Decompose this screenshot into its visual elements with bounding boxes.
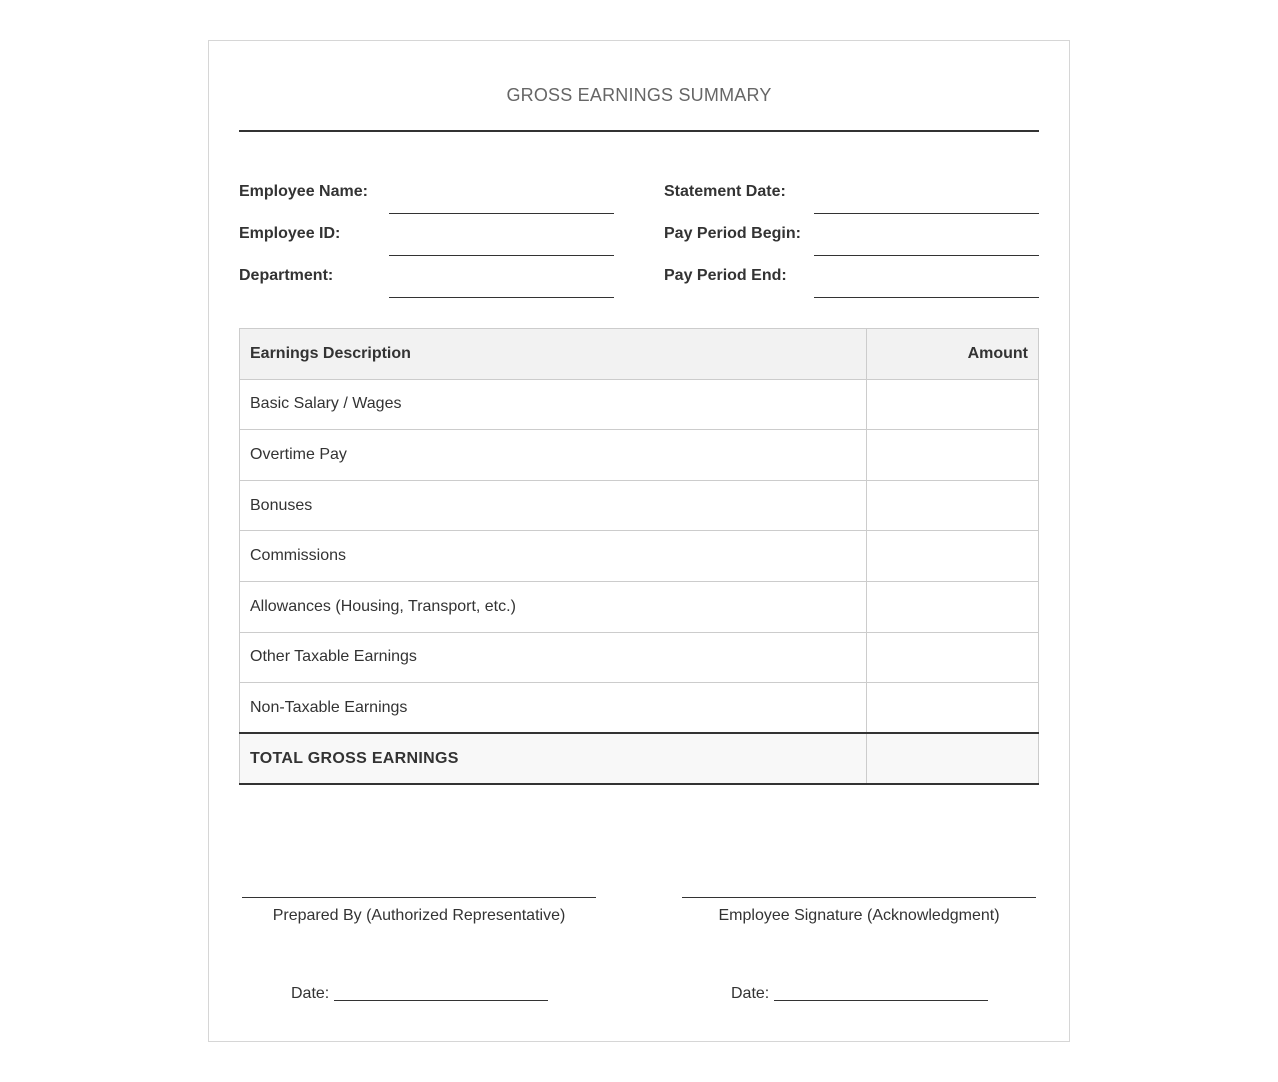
earnings-description: Non-Taxable Earnings — [240, 683, 867, 734]
table-row — [240, 379, 1039, 430]
statement-date-label: Statement Date: — [664, 183, 786, 200]
table-row — [240, 632, 1039, 683]
department-field[interactable] — [389, 297, 614, 298]
employee-date-field[interactable] — [774, 1000, 988, 1001]
employee-date — [731, 985, 988, 1003]
table-row — [240, 581, 1039, 632]
earnings-amount-cell[interactable] — [867, 430, 1039, 481]
earnings-amount-cell[interactable] — [867, 683, 1039, 734]
employee-id-field[interactable] — [389, 255, 614, 256]
earnings-description: Allowances (Housing, Transport, etc.) — [240, 581, 867, 632]
table-row — [240, 683, 1039, 734]
earnings-amount-cell[interactable] — [867, 480, 1039, 531]
table-header-row — [240, 329, 1039, 380]
earnings-amount-cell[interactable] — [867, 632, 1039, 683]
prepared-by-date — [291, 985, 548, 1003]
employee-signature-label: Employee Signature (Acknowledgment) — [718, 907, 1000, 924]
pay-period-end-field[interactable] — [814, 297, 1039, 298]
earnings-description: Commissions — [240, 531, 867, 582]
table-row — [240, 480, 1039, 531]
earnings-table — [239, 328, 1039, 785]
employee-name-field[interactable] — [389, 213, 614, 214]
earnings-description: Other Taxable Earnings — [240, 632, 867, 683]
document-page — [208, 40, 1070, 1042]
earnings-amount-cell[interactable] — [867, 531, 1039, 582]
employee-signature-block — [682, 897, 1036, 925]
info-row — [239, 175, 1039, 217]
date-label: Date: — [291, 985, 330, 1002]
prepared-by-label: Prepared By (Authorized Representative) — [272, 907, 566, 924]
amount-column-header: Amount — [867, 329, 1039, 380]
department-label: Department: — [239, 267, 334, 284]
earnings-description: Bonuses — [240, 480, 867, 531]
earnings-description: Basic Salary / Wages — [240, 379, 867, 430]
pay-period-end-label: Pay Period End: — [664, 267, 787, 284]
statement-date-field[interactable] — [814, 213, 1039, 214]
employee-signature-line[interactable] — [682, 897, 1036, 898]
description-column-header: Earnings Description — [240, 329, 867, 380]
document-title: GROSS EARNINGS SUMMARY — [506, 85, 772, 105]
employee-id-label: Employee ID: — [239, 225, 341, 242]
total-gross-earnings-label: TOTAL GROSS EARNINGS — [240, 733, 867, 784]
earnings-amount-cell[interactable] — [867, 379, 1039, 430]
total-gross-earnings-amount[interactable] — [867, 733, 1039, 784]
prepared-by-signature-line[interactable] — [242, 897, 596, 898]
pay-period-begin-field[interactable] — [814, 255, 1039, 256]
table-row — [240, 430, 1039, 481]
prepared-by-date-field[interactable] — [334, 1000, 548, 1001]
info-row — [239, 259, 1039, 301]
pay-period-begin-label: Pay Period Begin: — [664, 225, 801, 242]
employee-name-label: Employee Name: — [239, 183, 368, 200]
earnings-description: Overtime Pay — [240, 430, 867, 481]
prepared-by-signature-block — [242, 897, 596, 925]
date-label: Date: — [731, 985, 770, 1002]
title-divider — [239, 130, 1039, 132]
total-row — [240, 733, 1039, 784]
info-row — [239, 217, 1039, 259]
table-row — [240, 531, 1039, 582]
earnings-amount-cell[interactable] — [867, 581, 1039, 632]
employee-info-section — [239, 175, 1039, 301]
